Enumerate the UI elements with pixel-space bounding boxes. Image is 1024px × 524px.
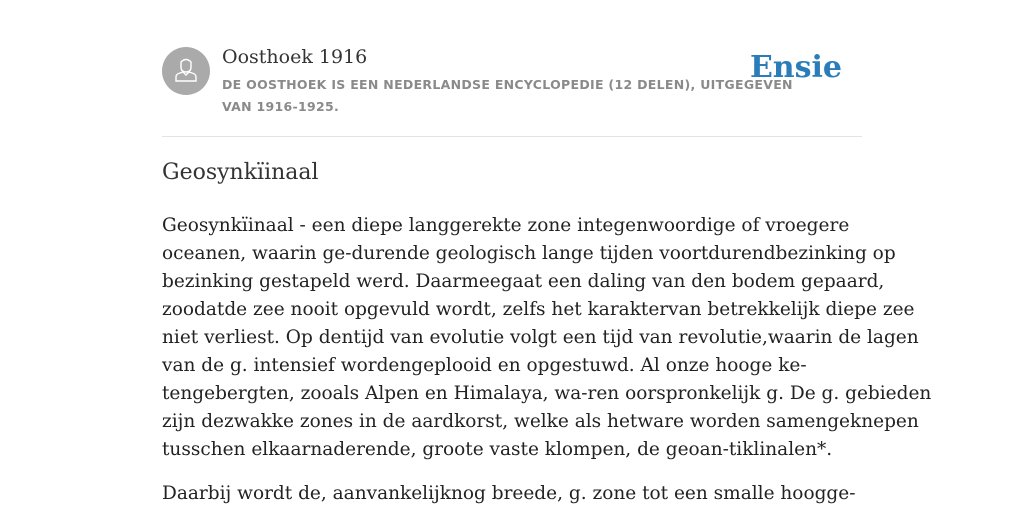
ensie-logo[interactable]: Ensie <box>749 50 842 85</box>
paragraph-line: tengebergten, zooals Alpen en Himalaya, wa-ren oorspronkelijk g. De g. gebieden <box>162 383 932 404</box>
author-avatar[interactable] <box>162 47 210 95</box>
paragraph-line: Geosynkïinaal - een diepe langgerekte zone integenwoordige of vroegere <box>162 215 850 236</box>
paragraph-line: bezinking gestapeld werd. Daarmeegaat een daling van den bodem gepaard, <box>162 271 885 292</box>
author-header <box>162 44 862 137</box>
paragraph-line: van de g. intensief wordengeplooid en opgestuwd. Al onze hooge ke- <box>162 355 807 376</box>
paragraph-line: zoodatde zee nooit opgevuld wordt, zelfs het karaktervan betrekkelijk diepe zee <box>162 299 915 320</box>
paragraph-line: tusschen elkaarnaderende, groote vaste klompen, de geoan-tiklinalen*. <box>162 439 833 460</box>
author-name[interactable]: Oosthoek 1916 <box>222 46 368 68</box>
paragraph-line: zijn dezwakke zones in de aardkorst, welke als hetware worden samengeknepen <box>162 411 919 432</box>
author-description <box>222 74 793 118</box>
paragraph-line: oceanen, waarin ge-durende geologisch lange tijden voortdurendbezinking op <box>162 243 896 264</box>
article-paragraph <box>162 212 932 464</box>
author-description-line: DE OOSTHOEK IS EEN NEDERLANDSE ENCYCLOPEDIE (12 DELEN), UITGEGEVEN <box>222 77 793 92</box>
paragraph-line: niet verliest. Op dentijd van evolutie volgt een tijd van revolutie,waarin de lagen <box>162 327 919 348</box>
author-description-line: VAN 1916-1925. <box>222 99 340 114</box>
user-icon <box>172 55 200 87</box>
paragraph-line: Daarbij wordt de, aanvankelijknog breede, g. zone tot een smalle hoogge- <box>162 483 856 504</box>
article-title: Geosynkïinaal <box>162 160 319 185</box>
article-body <box>162 212 932 524</box>
article-paragraph <box>162 480 862 508</box>
